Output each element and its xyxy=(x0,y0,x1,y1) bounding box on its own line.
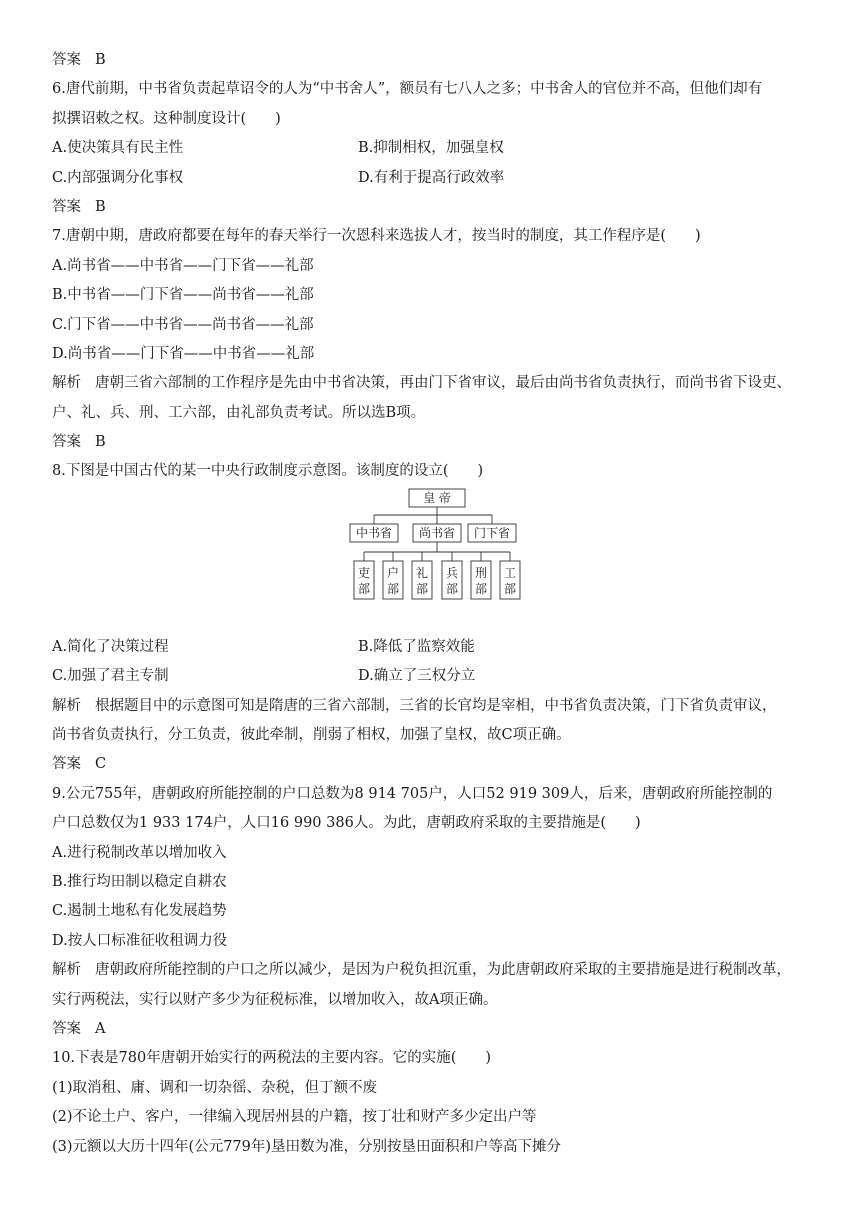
question-8-options-ab xyxy=(52,633,812,662)
option-b: B.推行均田制以稳定自耕农 xyxy=(52,873,227,890)
table-item: (3)元额以大历十四年(公元779年)垦田数为准，分别按垦田面积和户等高下摊分 xyxy=(52,1138,562,1155)
shangshu-label: 尚书省 xyxy=(418,525,456,540)
ministry-label: 部 xyxy=(503,581,517,596)
ministry-label: 兵 xyxy=(445,565,459,580)
question-6-options-ab xyxy=(52,134,812,163)
ministry-label: 礼 xyxy=(415,565,429,580)
ministry-label: 工 xyxy=(503,565,517,580)
ministry-label: 部 xyxy=(386,581,400,596)
question-8-stem: 8.下图是中国古代的某一中央行政制度示意图。该制度的设立( ) xyxy=(52,463,484,480)
zhongshu-label: 中书省 xyxy=(355,525,393,540)
answer-line: 答案 B xyxy=(52,198,106,215)
explanation-line: 解析 唐朝政府所能控制的户口之所以减少，是因为户税负担沉重，为此唐朝政府采取的主要措施是进行税制改革， xyxy=(52,962,791,979)
question-8-options-cd xyxy=(52,662,812,691)
ministry-label: 户 xyxy=(386,565,400,580)
option-a: A.简化了决策过程 xyxy=(52,638,169,655)
answer-line: 答案 C xyxy=(52,756,107,773)
option-b: B.中书省——门下省——尚书省——礼部 xyxy=(52,287,314,304)
option-d: D.尚书省——门下省——中书省——礼部 xyxy=(52,345,315,362)
question-6-options-cd xyxy=(52,164,812,193)
document-page xyxy=(52,46,812,1162)
question-9-stem: 9.公元755年，唐朝政府所能控制的户口总数为8 914 705户，人口52 919 309人，后来，唐朝政府所能控制的 xyxy=(52,785,773,802)
option-b: B.降低了监察效能 xyxy=(358,638,475,655)
explanation-line-cont: 户、礼、兵、刑、工六部，由礼部负责考试。所以选B项。 xyxy=(52,404,426,421)
option-d: D.有利于提高行政效率 xyxy=(358,169,505,186)
question-9-stem-cont: 户口总数仅为1 933 174户，人口16 990 386人。为此，唐朝政府采取的主要措施是( ) xyxy=(52,815,641,832)
ministry-label: 部 xyxy=(415,581,429,596)
table-item: (2)不论土户、客户，一律编入现居州县的户籍，按丁壮和财产多少定出户等 xyxy=(52,1109,537,1126)
option-c: C.内部强调分化事权 xyxy=(52,169,184,186)
question-6-stem-cont: 拟撰诏敕之权。这种制度设计( ) xyxy=(52,110,281,127)
explanation-line: 解析 根据题目中的示意图可知是隋唐的三省六部制，三省的长官均是宰相，中书省负责决策，门下省负责审议， xyxy=(52,697,777,714)
option-a: A.进行税制改革以增加收入 xyxy=(52,844,227,861)
option-a: A.使决策具有民主性 xyxy=(52,140,184,157)
explanation-line-cont: 实行两税法，实行以财产多少为征税标准，以增加收入，故A项正确。 xyxy=(52,991,498,1008)
option-c: C.遏制土地私有化发展趋势 xyxy=(52,903,227,920)
option-a: A.尚书省——中书省——门下省——礼部 xyxy=(52,257,314,274)
ministry-label: 部 xyxy=(357,581,371,596)
answer-line: 答案 B xyxy=(52,434,106,451)
ministry-label: 部 xyxy=(445,581,459,596)
table-item: (1)取消租、庸、调和一切杂徭、杂税，但丁额不废 xyxy=(52,1079,378,1096)
option-b: B.抑制相权，加强皇权 xyxy=(358,140,504,157)
org-chart xyxy=(342,487,542,631)
emperor-label: 皇 帝 xyxy=(423,490,451,505)
three-departments-diagram xyxy=(52,487,812,633)
option-d: D.按人口标准征收租调力役 xyxy=(52,932,228,949)
option-d: D.确立了三权分立 xyxy=(358,668,476,685)
ministry-label: 部 xyxy=(474,581,488,596)
question-7-stem: 7.唐朝中期，唐政府都要在每年的春天举行一次恩科来选拔人才，按当时的制度，其工作程序是( ) xyxy=(52,228,701,245)
explanation-line-cont: 尚书省负责执行，分工负责，彼此牵制，削弱了相权，加强了皇权，故C项正确。 xyxy=(52,727,571,744)
answer-line: 答案 B xyxy=(52,52,106,68)
menxia-label: 门下省 xyxy=(473,525,511,540)
ministry-label: 刑 xyxy=(474,565,488,580)
option-c: C.加强了君主专制 xyxy=(52,668,169,685)
question-10-stem: 10.下表是780年唐朝开始实行的两税法的主要内容。它的实施( ) xyxy=(52,1050,492,1067)
ministry-label: 吏 xyxy=(357,565,371,580)
question-6-stem: 6.唐代前期，中书省负责起草诏令的人为“中书舍人”，额员有七八人之多；中书舍人的官位并不高，但他们却有 xyxy=(52,81,763,98)
option-c: C.门下省——中书省——尚书省——礼部 xyxy=(52,316,314,333)
answer-line: 答案 A xyxy=(52,1020,106,1037)
explanation-line: 解析 唐朝三省六部制的工作程序是先由中书省决策，再由门下省审议，最后由尚书省负责执行，而尚书省下设吏、 xyxy=(52,375,791,392)
